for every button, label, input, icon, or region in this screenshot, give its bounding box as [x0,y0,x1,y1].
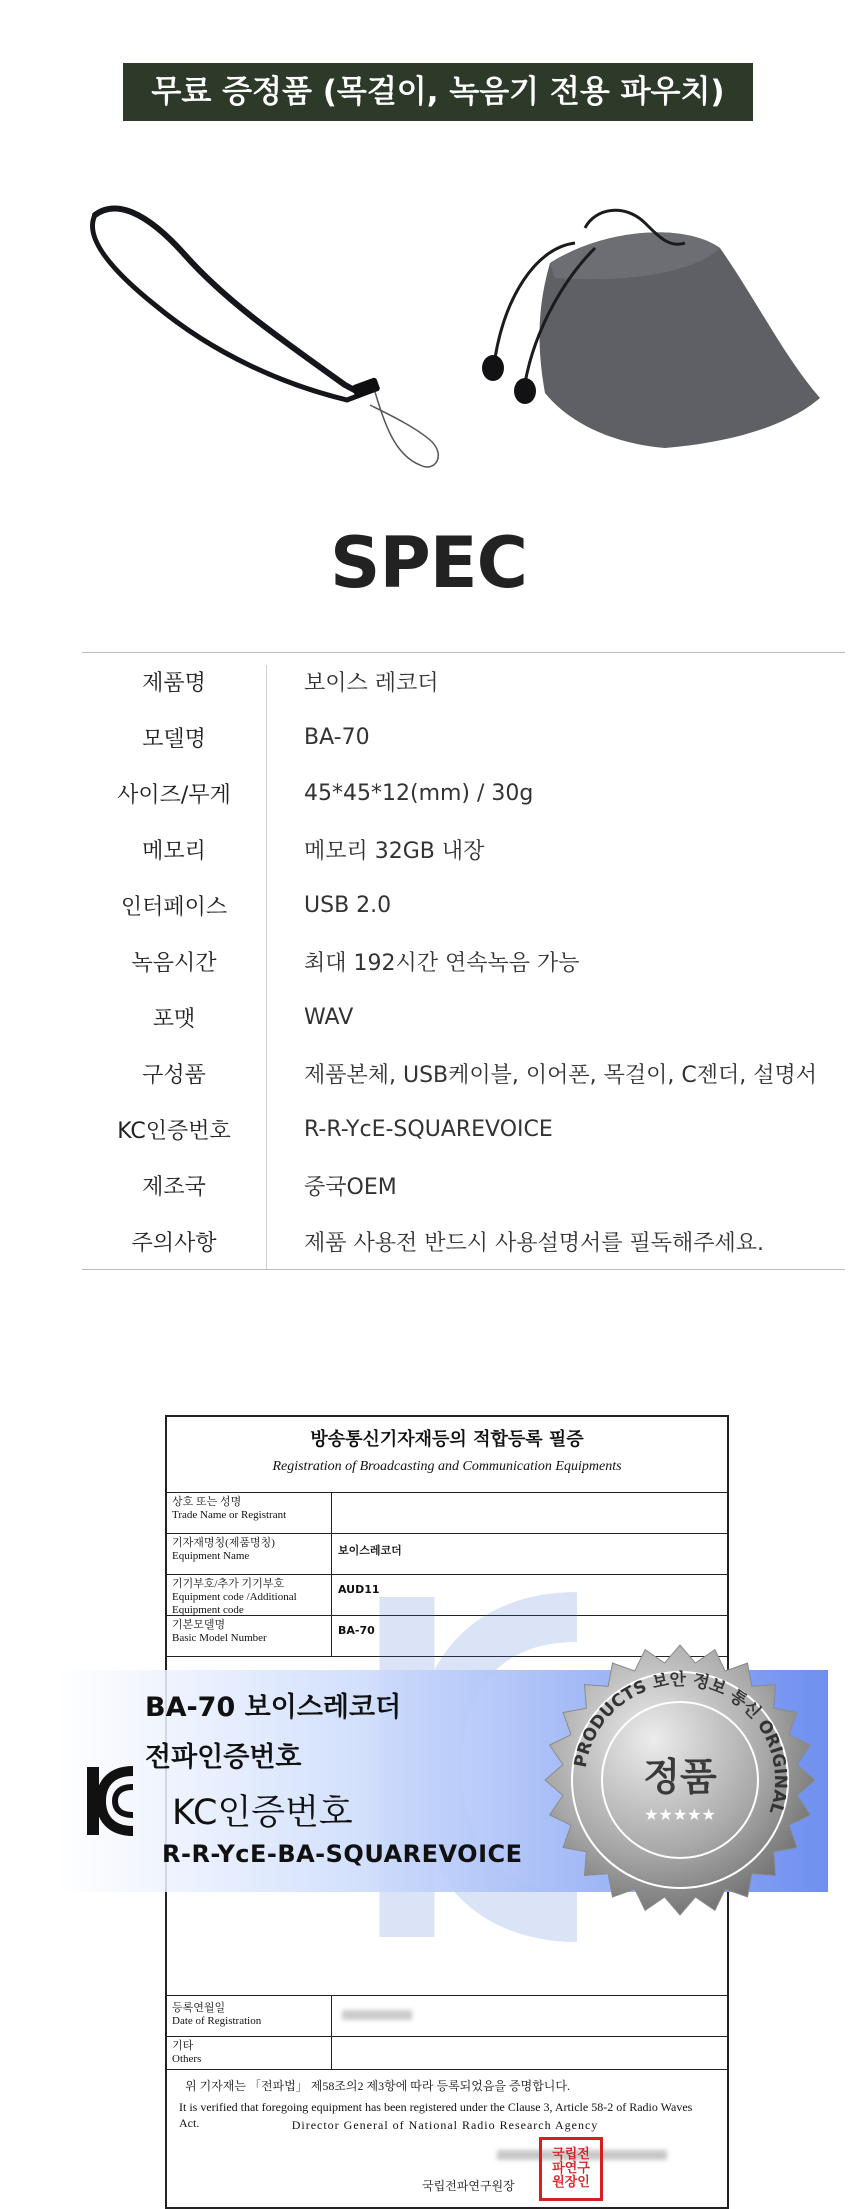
statement-english: It is verified that foregoing equipment has been registered under the Clause 3, Article 58-2 of Radio Waves Act. [179,2100,693,2130]
spec-key: 인터페이스 [120,894,228,920]
spec-key: 모델명 [142,726,206,752]
spec-key: 제조국 [142,1174,206,1200]
certificate-label: 기기부호/추가 기기부호 Equipment code /Additional Equipment code [167,1575,332,1615]
spec-row [82,877,845,933]
spec-value: 제품 사용전 반드시 사용설명서를 필독해주세요. [304,1230,765,1256]
spec-row [82,821,845,877]
spec-value: 제품본체, USB케이블, 이어폰, 목걸이, C젠더, 설명서 [304,1062,817,1088]
certificate-subtitle: Registration of Broadcasting and Communication Equipments [272,1459,622,1474]
lanyard-image [85,195,455,485]
issuer-english: Director General of National Radio Research Agency [291,2118,599,2132]
spec-key: 메모리 [142,838,206,864]
registration-date-label: 등록연월일 Date of Registration [167,1996,332,2036]
certificate-value [332,1493,344,1533]
band-product-name: BA-70 보이스레코더 [145,1692,402,1723]
registration-date-row [167,1995,727,2037]
spec-key: 녹음시간 [131,950,217,976]
blurred-date [342,2010,412,2020]
spec-row [82,1101,845,1157]
spec-row [82,1157,845,1213]
badge-ring-text: PRODUCTS 보안 정보 통신 ORIGINAL [570,1669,791,1817]
spec-key: KC인증번호 [117,1118,231,1144]
spec-value: 중국OEM [304,1174,397,1200]
certificate-title: 방송통신기자재등의 적합등록 필증 [310,1429,584,1450]
badge-center-text: 정품 [643,1755,717,1799]
spec-value: 메모리 32GB 내장 [304,838,485,864]
band-certification-title: 전파인증번호 [145,1742,302,1773]
spec-key: 구성품 [142,1062,206,1088]
spec-key: 사이즈/무게 [117,782,231,808]
kc-mark-icon [85,1765,135,1837]
spec-value: 최대 192시간 연속녹음 가능 [304,950,580,976]
spec-row [82,933,845,989]
certificate-label: 상호 또는 성명 Trade Name or Registrant [167,1493,332,1533]
certificate-row [167,1493,727,1534]
others-row [167,2035,727,2070]
badge-stars: ★★★★★ [644,1805,716,1824]
certificate-value: 보이스레코더 [338,1544,402,1557]
spec-row [82,709,845,765]
certificate-label: 기자재명칭(제품명칭) Equipment Name [167,1534,332,1574]
certificate-value: BA-70 [338,1624,375,1637]
certificate-label: 기본모델명 Basic Model Number [167,1616,332,1656]
spec-value: WAV [304,1004,354,1030]
spec-key: 주의사항 [131,1230,217,1256]
spec-value: 45*45*12(mm) / 30g [304,780,534,806]
spec-row [82,989,845,1045]
band-kc-label: KC인증번호 [172,1793,353,1833]
band-kc-number: R-R-YcE-BA-SQUAREVOICE [162,1840,523,1868]
issuer-korean: 국립전파연구원장 [422,2179,515,2193]
spec-value: BA-70 [304,724,370,750]
spec-table [82,652,845,1270]
spec-value: R-R-YcE-SQUAREVOICE [304,1116,553,1142]
spec-row [82,1045,845,1101]
spec-key: 포맷 [152,1006,196,1032]
others-label: 기타 Others [167,2035,332,2069]
genuine-badge-icon [540,1640,820,1920]
spec-value: USB 2.0 [304,892,392,918]
seal-text: 국립전파연구원장인 [552,2147,590,2190]
spec-value: 보이스 레코더 [304,670,439,696]
statement-korean: 위 기자재는 「전파법」 제58조의2 제3항에 따라 등록되었음을 증명합니다. [185,2079,570,2093]
pouch-image [455,188,830,458]
spec-row [82,653,845,709]
spec-row [82,765,845,821]
spec-key: 제품명 [142,670,206,696]
free-gift-banner: 무료 증정품 (목걸이, 녹음기 전용 파우치) [123,63,753,121]
certificate-value: AUD11 [338,1583,380,1596]
spec-row [82,1213,845,1269]
spec-title: SPEC [330,522,527,604]
official-red-seal [539,2137,603,2201]
